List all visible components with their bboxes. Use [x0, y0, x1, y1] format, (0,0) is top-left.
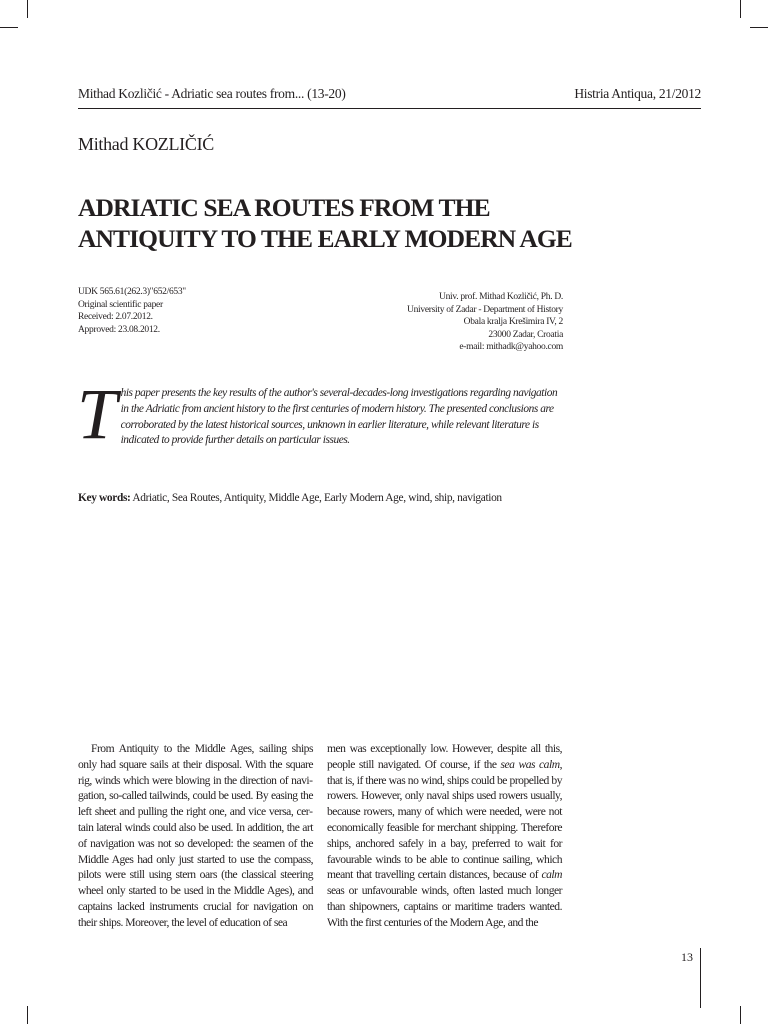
affiliation-city: 23000 Zadar, Croatia — [488, 329, 563, 340]
article-title — [78, 192, 598, 254]
author-affiliation — [407, 291, 563, 354]
crop-mark-bottom-left — [27, 1006, 28, 1024]
body-column-right — [327, 741, 562, 931]
abstract-dropcap: T — [77, 374, 117, 454]
crop-mark-bottom-right — [740, 1006, 741, 1024]
crop-mark-top-right — [740, 0, 741, 18]
abstract-text: his paper presents the key results of the author's several-decades-long investigations regarding navigation in the Adriatic from ancient history to the first centuries of modern history. The presented conclusions are corroborated by the latest historical sources, unknown in earlier literature, while relevant literature is indicated to provide further details on particular issues. — [120, 387, 558, 447]
body-col2-part-b: , that is, if there was no wind, ships could be propelled by rowers. However, only naval ships used rowers usually, because rowers, many of which were needed, were not economically feasible for merchant shipping. Therefore ships, anchored safely in a bay, preferred to wait for favourable winds to be able to continue sailing, which meant that travelling certain distances, because of — [327, 757, 562, 882]
body-col2-part-a: men was exceptionally low. However, despite all this, people still navigated. Of course, if the — [327, 742, 562, 771]
affiliation-university: University of Zadar - Department of History — [407, 304, 563, 315]
affiliation-email: e-mail: mithadk@yahoo.com — [459, 342, 563, 352]
body-col2-emphasis-1: sea was calm — [500, 757, 560, 771]
crop-mark-right-top — [750, 27, 768, 28]
author-name: Mithad KOZLIČIĆ — [78, 134, 214, 154]
title-line-2: ANTIQUITY TO THE EARLY MODERN AGE — [78, 224, 572, 253]
article-metadata — [78, 286, 186, 336]
running-header-right: Histria Antiqua, 21/2012 — [574, 86, 701, 101]
abstract — [77, 374, 562, 454]
page-number: 13 — [681, 950, 693, 964]
body-col2-emphasis-2: calm — [541, 868, 562, 882]
affiliation-street: Obala kralja Krešimira IV, 2 — [463, 317, 563, 327]
affiliation-name: Univ. prof. Mithad Kozličić, Ph. D. — [439, 292, 563, 302]
header-rule — [78, 108, 701, 109]
title-line-1: ADRIATIC SEA ROUTES FROM THE — [78, 193, 490, 222]
body-column-left: From Antiquity to the Middle Ages, sailing ships only had square sails at their disposal. With the square rig, winds which were blowing in the direction of navigation, so-called tailwinds, could be used. By easing the left sheet and pulling the right one, and vice versa, certain lateral winds could also be used. In addition, the art of navigation was not so developed: the seamen of the Middle Ages had only just started to use the compass, pilots were still using stern oars (the classical steering wheel only started to be used in the Middle Ages), and captains lacked instruments crucial for navigation on their ships. Moreover, the level of education of sea — [78, 742, 313, 929]
paper-type: Original scientific paper — [78, 299, 163, 310]
running-header-left: Mithad Kozličić - Adriatic sea routes from... (13-20) — [78, 86, 346, 101]
keywords — [78, 492, 502, 504]
received-date: Received: 2.07.2012. — [78, 312, 153, 322]
body-col2-part-c: seas or unfavourable winds, often lasted much longer than shipowners, captains or maritime traders wanted. With the first centuries of the Modern Age, and the — [327, 884, 562, 929]
keywords-text: Adriatic, Sea Routes, Antiquity, Middle Age, Early Modern Age, wind, ship, navigation — [130, 492, 502, 504]
approved-date: Approved: 23.08.2012. — [78, 324, 160, 335]
page-number-rule — [700, 948, 701, 1008]
keywords-label: Key words: — [78, 492, 131, 504]
crop-mark-left-top — [0, 27, 18, 28]
udk-code: UDK 565.61(262.3)"652/653" — [78, 287, 186, 297]
crop-mark-top-left — [27, 0, 28, 18]
